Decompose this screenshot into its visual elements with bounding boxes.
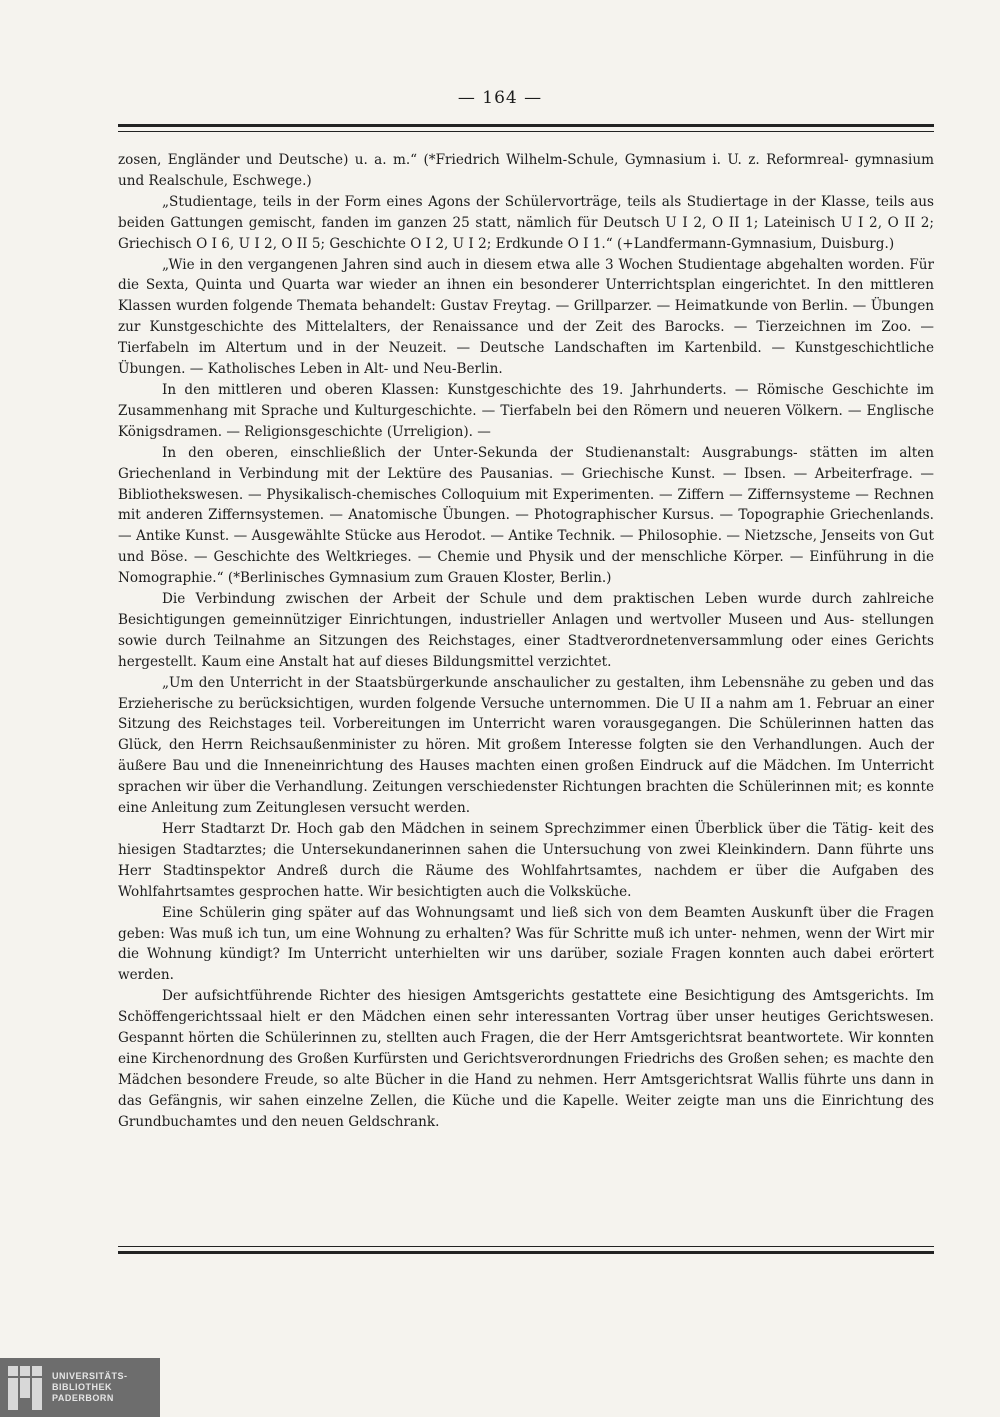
logo-line-2: BIBLIOTHEK [52, 1382, 112, 1392]
paragraph-7: „Um den Unterricht in der Staatsbürgerkunde anschaulicher zu gestalten, ihm Lebensnähe zu geben und das Erzieherische zu berücksichtigen, wurden folgende Versuche unternommen. Die U II a nahm am 1. Februar an einer Sitzung des Reichstages teil. Vorbereitungen im Unterricht waren vorausgegangen. Die Schülerinnen hatten das Glück, den Herrn Reichsaußenminister zu hören. Mit großem Interesse folgten sie den Verhandlungen. Auch der äußere Bau und die Inneneinrichtung des Hauses machten einen großen Eindruck auf die Mädchen. Im Unterricht sprachen wir über die Verhandlung. Zeitungen verschiedenster Richtungen brachten die Schülerinnen mit; es konnte eine Anleitung zum Zeitunglesen versucht werden. [118, 674, 934, 817]
bottom-rule [118, 1246, 934, 1254]
paragraph-6: Die Verbindung zwischen der Arbeit der Schule und dem praktischen Leben wurde durch zahlreiche Besichtigungen gemeinnütziger Einrichtungen, industrieller Anlagen und wertvoller Museen und Aus- stellungen sowie durch Teilnahme an Sitzungen des Reichstages, einer Stadtverordnetenversammlung oder eines Gerichts hergestellt. Kaum eine Anstalt hat auf dieses Bildungsmittel verzichtet. [118, 591, 934, 670]
logo-line-1: UNIVERSITÄTS- [52, 1371, 128, 1381]
library-emblem-icon [8, 1366, 42, 1410]
top-rule [118, 124, 934, 132]
paragraph-5: In den oberen, einschließlich der Unter-Sekunda der Studienanstalt: Ausgrabungs- stätten im alten Griechenland in Verbindung mit der Lektüre des Pausanias. — Griechische Kunst. — Ibsen. — Arbeiterfrage. — Bibliothekswesen. — Physikalisch-chemisches Colloquium mit Experimenten. — Ziffern — Ziffernsysteme — Rechnen mit anderen Ziffernsystemen. — Anatomische Übungen. — Photographischer Kursus. — Topographie Griechenlands. — Antike Kunst. — Ausgewählte Stücke aus Herodot. — Antike Technik. — Philosophie. — Nietzsche, Jenseits von Gut und Böse. — Geschichte des Weltkrieges. — Chemie und Physik und der menschliche Körper. — Einführung in die Nomographie.“ (*Berlinisches Gymnasium zum Grauen Kloster, Berlin.) [118, 444, 934, 587]
paragraph-10: Der aufsichtführende Richter des hiesigen Amtsgerichts gestattete eine Besichtigung des Amtsgerichts. Im Schöffengerichtssaal hielt er den Mädchen einen sehr interessanten Vortrag über unser heutiges Gerichtswesen. Gespannt hörten die Schülerinnen zu, stellten auch Fragen, die der Herr Amtsgerichtsrat beantwortete. Wir konnten eine Kirchenordnung des Großen Kurfürsten und Gerichtsverordnungen Friedrichs des Großen sehen; es machte den Mädchen besondere Freude, so alte Bücher in die Hand zu nehmen. Herr Amtsgerichtsrat Wallis führte uns dann in das Gefängnis, wir sahen einzelne Zellen, die Küche und die Kapelle. Weiter zeigte man uns die Einrichtung des Grundbuchamtes und den neuen Geldschrank. [118, 988, 934, 1130]
paragraph-9: Eine Schülerin ging später auf das Wohnungsamt und ließ sich von dem Beamten Auskunft über die Fragen geben: Was muß ich tun, um eine Wohnung zu erhalten? Was für Schritte muß ich unter- nehmen, wenn der Wirt mir die Wohnung kündigt? Im Unterricht unterhielten wir uns darüber, soziale Fragen konnten auch dabei erörtert werden. [118, 904, 934, 984]
paragraph-8: Herr Stadtarzt Dr. Hoch gab den Mädchen in seinem Sprechzimmer einen Überblick über die Tätig- keit des hiesigen Stadtarztes; die Untersekundanerinnen sahen die Untersuchung von zwei Kleinkindern. Dann führte uns Herr Stadtinspektor Andreß durch die Räume des Wohlfahrtsamtes, nachdem er über die Aufgaben des Wohlfahrtsamtes gesprochen hatte. Wir besichtigten auch die Volksküche. [118, 821, 934, 900]
paragraph-3: „Wie in den vergangenen Jahren sind auch in diesem etwa alle 3 Wochen Studientage abgehalten worden. Für die Sexta, Quinta und Quarta war wieder an ihnen ein besonderer Unterrichtsplan eingerichtet. In den mittleren Klassen wurden folgende Themata behandelt: Gustav Freytag. — Grillparzer. — Heimatkunde von Berlin. — Übungen zur Kunstgeschichte des Mittelalters, der Renaissance und der Zeit des Barocks. — Tierzeichnen im Zoo. — Tierfabeln im Altertum und in der Neuzeit. — Deutsche Landschaften im Kartenbild. — Kunstgeschichtliche Übungen. — Katholisches Leben in Alt- und Neu-Berlin. [118, 256, 934, 378]
page-number: — 164 — [457, 88, 543, 108]
paragraph-1: zosen, Engländer und Deutsche) u. a. m.“ (*Friedrich Wilhelm-Schule, Gymnasium i. U. z. Reformreal- gymnasium und Realschule, Eschwege.) [118, 152, 934, 189]
logo-line-3: PADERBORN [52, 1393, 114, 1403]
document-body [118, 150, 934, 1133]
paragraph-2: „Studientage, teils in der Form eines Agons der Schülervorträge, teils als Studiertage in der Klasse, teils aus beiden Gattungen gemischt, fanden im ganzen 25 statt, nämlich für Deutsch U I 2, O II 1; Lateinisch U I 2, O II 2; Griechisch O I 6, U I 2, O II 5; Geschichte O I 2, U I 2; Erdkunde O I 1.“ (+Landfermann-Gymnasium, Duisburg.) [118, 193, 934, 252]
library-logo [0, 1358, 160, 1417]
paragraph-4: In den mittleren und oberen Klassen: Kunstgeschichte des 19. Jahrhunderts. — Römische Geschichte im Zusammenhang mit Sprache und Kulturgeschichte. — Tierfabeln bei den Römern und neueren Völkern. — Englische Königsdramen. — Religionsgeschichte (Urreligion). — [118, 381, 934, 440]
